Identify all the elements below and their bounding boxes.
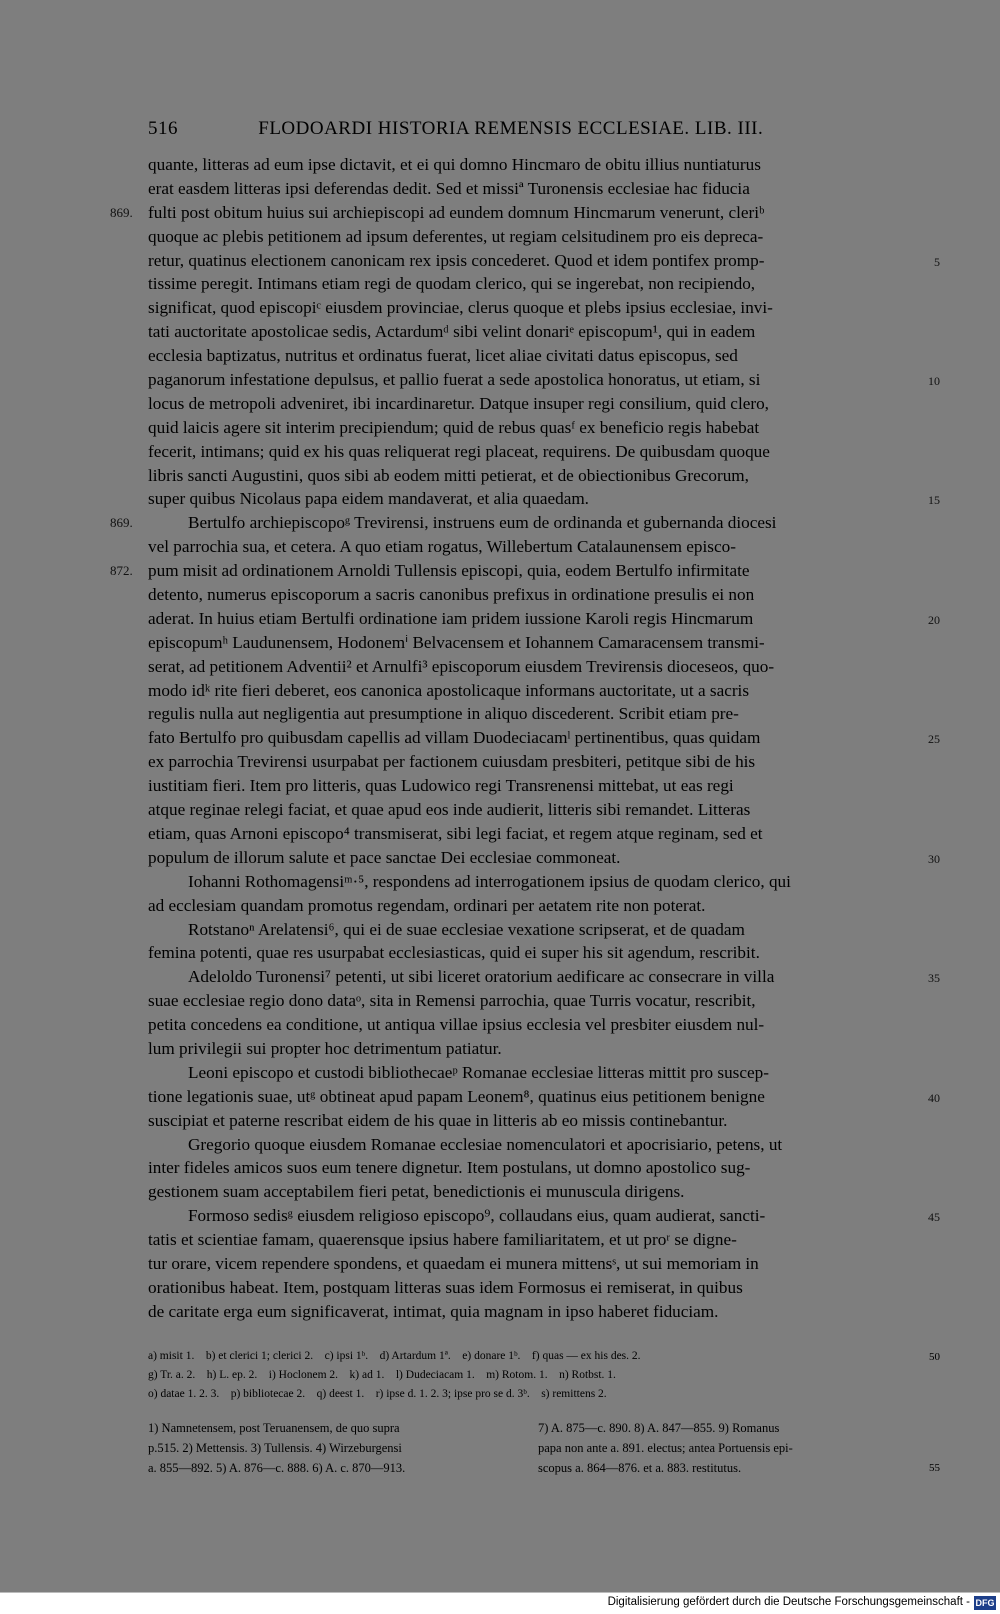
text-line [148, 1228, 928, 1252]
text-line [148, 774, 928, 798]
line-text: Gregorio quoque eiusdem Romanae ecclesiae nomenculatori et apocrisiario, petens, ut [188, 1134, 783, 1154]
line-text: locus de metropoli adveniret, ibi incardinaretur. Datque insuper regi consilium, quid clero, [148, 393, 769, 413]
text-line [148, 1276, 928, 1300]
footnotes-right-column [538, 1418, 928, 1478]
text-line [148, 1156, 928, 1180]
text-line [148, 918, 928, 942]
line-number: 20 [928, 612, 940, 627]
footnote-line: 1) Namnetensem, post Teruanensem, de quo supra [148, 1421, 400, 1435]
line-text: Rotstanoⁿ Arelatensi⁶, qui ei de suae ecclesiae vexatione scripserat, et de quadam [188, 919, 745, 939]
line-text: quoque ac plebis petitionem ad ipsum deferentes, ut regiam celsitudinem pro eis depreca- [148, 226, 764, 246]
line-text: fato Bertulfo pro quibusdam capellis ad villam Duodeciacamˡ pertinentibus, quas quidam [148, 728, 761, 748]
text-line [148, 1085, 940, 1109]
body-text [110, 153, 940, 1324]
line-text: fulti post obitum huius sui archiepiscopi ad eundem domnum Hincmarum venerunt, cleriᵇ [148, 202, 765, 222]
line-text: petita concedens ea conditione, ut antiqua villae ipsius ecclesia vel presbiter eiusdem nul- [148, 1015, 765, 1035]
critical-apparatus [148, 1347, 940, 1404]
text-line [148, 1061, 928, 1085]
apparatus-text: a) misit 1. b) et clerici 1; clerici 2. c) ipsi 1ᵇ. d) Artardum 1ª. e) donare 1ᵇ. f) quas — ex his des. 2. [148, 1350, 641, 1362]
line-text: Iohanni Rothomagensiᵐ·⁵, respondens ad interrogationem ipsius de quodam clerico, qui [188, 871, 791, 891]
line-text: gestionem suam acceptabilem fieri petat, benedictionis ei munuscula dirigens. [148, 1182, 685, 1202]
text-line [148, 1204, 940, 1228]
line-number: 30 [928, 851, 940, 866]
margin-year: 872. [110, 563, 133, 579]
line-text: modo idᵏ rite fieri deberet, eos canonica apostolicaque informans auctoritate, ut a sacris [148, 680, 750, 700]
footnotes-left-column [148, 1418, 528, 1478]
text-line [148, 750, 928, 774]
text-line [148, 296, 928, 320]
line-text: retur, quatinus electionem canonicam rex ipsis concederet. Quod et idem pontifex promp- [148, 250, 765, 270]
apparatus-line [148, 1366, 928, 1385]
line-number: 35 [928, 971, 940, 986]
line-text: quid laicis agere sit interim precipiendum; quid de rebus quasᶠ ex beneficio regis habebat [148, 417, 760, 437]
text-line [148, 320, 928, 344]
apparatus-line [148, 1385, 928, 1404]
line-text: populum de illorum salute et pace sanctae Dei ecclesiae commoneat. [148, 847, 621, 867]
line-text: lum privilegii sui propter hoc detrimentum patiatur. [148, 1038, 502, 1058]
line-text: paganorum infestatione depulsus, et pallio fuerat a sede apostolica honoratus, ut etiam, si [148, 370, 761, 390]
text-line [148, 464, 928, 488]
line-number: 25 [928, 732, 940, 747]
margin-year: 869. [110, 204, 133, 220]
line-text: super quibus Nicolaus papa eidem mandaverat, et alia quaedam. [148, 489, 589, 509]
line-number: 55 [929, 1462, 940, 1474]
line-text: erat easdem litteras ipsi deferendas dedit. Sed et missiª Turonensis ecclesiae hac fiducia [148, 178, 750, 198]
text-line [148, 822, 928, 846]
text-line [148, 344, 928, 368]
page-number: 516 [148, 118, 178, 139]
text-line [148, 416, 928, 440]
credit-bar [0, 1592, 1000, 1614]
line-number: 45 [928, 1210, 940, 1225]
line-number: 5 [934, 254, 940, 269]
margin-year: 869. [110, 515, 133, 531]
line-number: 50 [929, 1351, 940, 1363]
line-text: suae ecclesiae regio dono dataᵒ, sita in Remensi parrochia, quae Turris vocatur, rescribit, [148, 991, 756, 1011]
page-header [148, 118, 808, 140]
line-text: tati auctoritate apostolicae sedis, Actardumᵈ sibi velint donariᵉ episcopum¹, qui in eadem [148, 322, 756, 342]
text-line [148, 272, 928, 296]
text-line [148, 392, 928, 416]
text-line [148, 941, 928, 965]
text-line [148, 1037, 928, 1061]
text-line [148, 440, 928, 464]
line-text: vel parrochia sua, et cetera. A quo etiam rogatus, Willebertum Catalaunensem episco- [148, 537, 736, 557]
line-text: ecclesia baptizatus, nutritus et ordinatus fuerat, licet aliae civitati datus episcopus, sed [148, 346, 738, 366]
text-line [148, 1013, 928, 1037]
text-line [110, 511, 928, 535]
line-text: de caritate erga eum significaverat, intimat, quia magnam in ipso haberet fiduciam. [148, 1301, 719, 1321]
text-line [110, 559, 928, 583]
text-line [148, 1109, 928, 1133]
line-text: tissime peregit. Intimans etiam regi de quodam clerico, qui se ingerebat, non recipiendo, [148, 274, 756, 294]
text-line [148, 702, 928, 726]
line-text: ex parrochia Trevirensi usurpabat per factionem cuiusdam presbiteri, petitque sibi de his [148, 752, 756, 772]
text-line [148, 487, 940, 511]
footnote-line: p.515. 2) Mettensis. 3) Tullensis. 4) Wirzeburgensi [148, 1441, 402, 1455]
line-text: episcopumʰ Laudunensem, Hodonemⁱ Belvacensem et Iohannem Camaracensem transmi- [148, 632, 765, 652]
line-text: libris sancti Augustini, quos sibi ab eodem mitti petierat, et de obiectionibus Grecorum, [148, 465, 749, 485]
text-line [148, 1300, 928, 1324]
text-line [148, 1133, 928, 1157]
line-text: regulis nulla aut negligentia aut presumptione in aliquo discederent. Scribit etiam pre- [148, 704, 739, 724]
line-text: tatis et scientiae famam, quaerensque ipsius habere familiaritatem, et ut proʳ se digne- [148, 1230, 737, 1250]
line-text: Adeloldo Turonensi⁷ petenti, ut sibi liceret oratorium aedificare ac consecrare in villa [188, 967, 775, 987]
text-line [148, 870, 928, 894]
line-text: femina potenti, quae res usurpabat ecclesiasticas, quid ei super his sit agendum, rescribit. [148, 943, 760, 963]
apparatus-text: o) datae 1. 2. 3. p) bibliotecae 2. q) deest 1. r) ipse d. 1. 2. 3; ipse pro se d. 3ᵇ. s) remittens 2. [148, 1388, 607, 1400]
line-text: detento, numerus episcoporum a sacris canonibus prefixus in ordinatione presulis ei non [148, 585, 755, 605]
text-line [148, 153, 928, 177]
line-number: 10 [928, 374, 940, 389]
line-text: pum misit ad ordinationem Arnoldi Tullensis episcopi, quia, eodem Bertulfo infirmitate [148, 561, 750, 581]
line-text: Bertulfo archiepiscopoᵍ Trevirensi, instruens eum de ordinanda et gubernanda diocesi [188, 513, 777, 533]
text-line [148, 1252, 928, 1276]
line-text: tur orare, vicem rependere spondens, et quaedam ei munera mittensˢ, ut sui memoriam in [148, 1253, 759, 1273]
line-text: quante, litteras ad eum ipse dictavit, et ei qui domno Hincmaro de obitu illius nuntiaturus [148, 155, 761, 174]
line-text: Formoso sedisᵍ eiusdem religioso episcopo⁹, collaudans eius, quam audierat, sancti- [188, 1206, 766, 1226]
text-line [148, 846, 940, 870]
line-text: significat, quod episcopiᶜ eiusdem provinciae, clerus quoque et plebs ipsius ecclesiae, invi- [148, 298, 773, 318]
apparatus-line [148, 1347, 940, 1366]
text-line [148, 679, 928, 703]
line-text: suscipiat et paterne rescribat eidem de his quae in litteris ab eo missis continebantur. [148, 1110, 728, 1130]
text-line [148, 989, 928, 1013]
line-text: orationibus habeat. Item, postquam litteras suas idem Formosus ei remiserat, in quibus [148, 1277, 743, 1297]
running-title: FLODOARDI HISTORIA REMENSIS ECCLESIAE. LIB. III. [258, 118, 764, 139]
text-line [148, 894, 928, 918]
dfg-logo: DFG [975, 1598, 995, 1608]
apparatus-text: g) Tr. a. 2. h) L. ep. 2. i) Hoclonem 2. k) ad 1. l) Dudeciacam 1. m) Rotom. 1. n) Rotbst. 1. [148, 1369, 616, 1381]
line-text: ad ecclesiam quandam promotus regendam, ordinari per aetatem rite non poterat. [148, 895, 706, 915]
line-text: aderat. In huius etiam Bertulfi ordinatione iam pridem iussione Karoli regis Hincmarum [148, 608, 754, 628]
line-text: tione legationis suae, utᵍ obtineat apud papam Leonem⁸, quatinus eius petitionem benigne [148, 1086, 765, 1106]
text-line [148, 249, 940, 273]
line-text: serat, ad petitionem Adventii² et Arnulfi³ episcoporum eiusdem Trevirensis dioceseos, quo- [148, 656, 775, 676]
text-line [148, 368, 940, 392]
text-line [148, 655, 928, 679]
text-line [148, 583, 928, 607]
line-text: etiam, quas Arnoni episcopo⁴ transmiserat, sibi legi faciat, et regem atque reginam, sed et [148, 823, 763, 843]
text-line [148, 225, 928, 249]
line-text: atque reginae relegi faciat, et quae apud eos inde audierit, litteris sibi remandet. Litteras [148, 800, 751, 820]
text-line [148, 177, 928, 201]
text-line [148, 798, 928, 822]
line-number: 40 [928, 1090, 940, 1105]
text-line [148, 726, 940, 750]
line-text: iustitiam fieri. Item pro litteris, quas Ludowico regi Transrenensi mittebat, ut eas regi [148, 776, 734, 796]
line-number: 15 [928, 493, 940, 508]
text-line [110, 201, 928, 225]
line-text: inter fideles amicos suos eum tenere dignetur. Item postulans, ut domno apostolico sug- [148, 1158, 751, 1178]
line-text: fecerit, intimans; quid ex his quas reliquerat regi placeat, requirens. De quibusdam quoque [148, 441, 770, 461]
line-text: Leoni episcopo et custodi bibliothecaeᵖ Romanae ecclesiae litteras mittit pro suscep- [188, 1062, 769, 1082]
footnote-line: a. 855—892. 5) A. 876—c. 888. 6) A. c. 870—913. [148, 1461, 406, 1475]
text-line [148, 631, 928, 655]
footnote-line: papa non ante a. 891. electus; antea Portuensis epi- [538, 1441, 793, 1455]
footnote-line: scopus a. 864—876. et a. 883. restitutus. [538, 1461, 742, 1475]
text-line [148, 965, 940, 989]
text-line [148, 607, 940, 631]
text-line [148, 1180, 928, 1204]
credit-text: Digitalisierung gefördert durch die Deutsche Forschungsgemeinschaft - [607, 1596, 970, 1608]
footnote-line: 7) A. 875—c. 890. 8) A. 847—855. 9) Romanus [538, 1421, 780, 1435]
text-line [148, 535, 928, 559]
